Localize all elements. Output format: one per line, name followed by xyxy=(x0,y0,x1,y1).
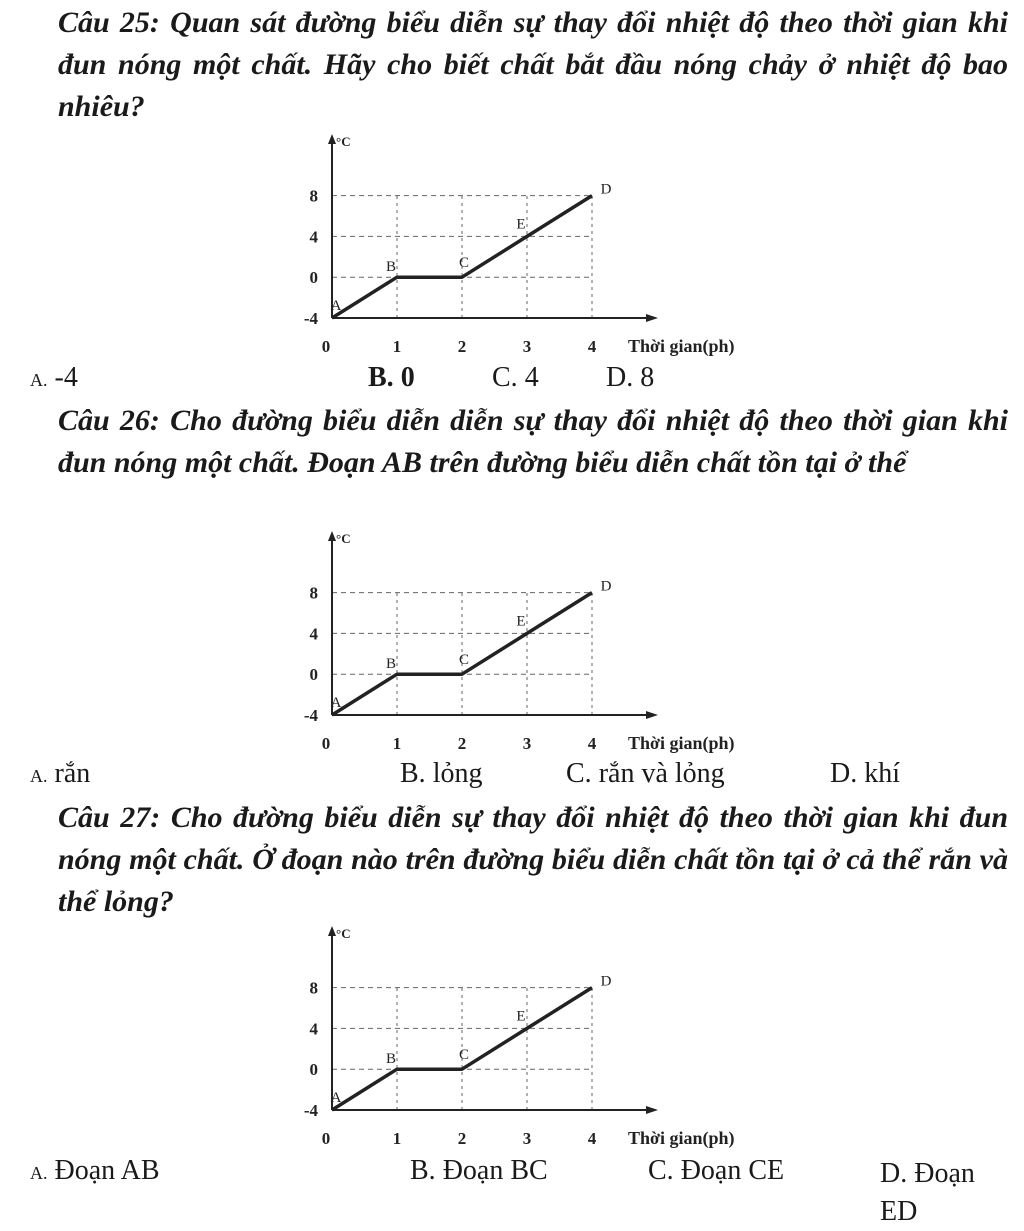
answers-26 xyxy=(0,758,1024,794)
point-label-a: A xyxy=(330,695,342,711)
y-axis-label: °C xyxy=(336,926,351,941)
y-axis-arrow-icon xyxy=(328,926,336,936)
temperature-chart-svg xyxy=(290,527,780,757)
point-label-e: E xyxy=(516,613,526,630)
question-26 xyxy=(58,400,1008,484)
question-27 xyxy=(58,797,1008,923)
y-tick-label: 0 xyxy=(309,1060,318,1080)
chart-26 xyxy=(290,527,780,757)
answer-text: Đoạn AB xyxy=(54,1155,160,1186)
answer-c[interactable] xyxy=(566,758,725,790)
answer-letter: B. xyxy=(400,758,426,789)
y-tick-label: 8 xyxy=(309,186,318,206)
y-tick-label: 4 xyxy=(309,227,318,247)
point-label-e: E xyxy=(516,216,526,233)
x-tick-label: 3 xyxy=(522,337,532,356)
point-label-c: C xyxy=(458,652,470,669)
x-tick-label: 0 xyxy=(321,337,331,356)
x-tick-label: 4 xyxy=(587,337,597,356)
answer-letter: C. xyxy=(492,362,518,393)
question-25 xyxy=(58,2,1008,128)
answer-c[interactable] xyxy=(648,1155,784,1187)
answer-b[interactable] xyxy=(368,362,415,394)
y-axis-arrow-icon xyxy=(328,134,336,144)
question-label: Câu 27: xyxy=(58,801,161,834)
point-label-a: A xyxy=(330,1090,342,1106)
point-label-a: A xyxy=(330,298,342,314)
x-axis-label: Thời gian(ph) xyxy=(628,336,735,356)
answer-text: Đoạn ED xyxy=(880,1158,975,1227)
x-tick-label: 0 xyxy=(321,734,331,753)
x-axis-label: Thời gian(ph) xyxy=(628,1128,735,1148)
y-tick-label: -4 xyxy=(303,309,318,328)
answer-d[interactable] xyxy=(830,758,900,790)
answer-text: rắn xyxy=(54,758,91,789)
point-label-b: B xyxy=(385,656,397,673)
y-tick-label: 0 xyxy=(309,665,318,685)
answers-25 xyxy=(0,362,1024,398)
y-tick-label: 8 xyxy=(309,583,318,603)
x-tick-label: 1 xyxy=(392,734,402,753)
x-tick-label: 3 xyxy=(522,734,532,753)
answer-text: Đoạn CE xyxy=(680,1155,785,1186)
answer-letter: A. xyxy=(30,766,48,786)
x-axis-arrow-icon xyxy=(646,711,658,719)
answer-letter: B. xyxy=(368,362,394,393)
x-tick-label: 0 xyxy=(321,1129,331,1148)
question-text: Cho đường biểu diễn sự thay đổi nhiệt độ theo thời gian khi đun nóng một chất. Ở đoạn nào trên đường biểu diễn chất tồn tại ở cả thể rắn và thể lỏng? xyxy=(58,801,1009,918)
answer-text: lỏng xyxy=(432,758,483,789)
answer-letter: C. xyxy=(566,758,592,789)
answer-text: khí xyxy=(864,758,901,789)
point-label-e: E xyxy=(516,1008,526,1025)
answer-c[interactable] xyxy=(492,362,539,394)
x-tick-label: 3 xyxy=(522,1129,532,1148)
y-tick-label: 0 xyxy=(309,268,318,288)
answer-a[interactable] xyxy=(30,758,90,790)
answer-text: 4 xyxy=(524,362,539,393)
y-tick-label: -4 xyxy=(303,1101,318,1120)
answer-letter: D. xyxy=(830,758,858,789)
x-tick-label: 2 xyxy=(457,734,467,753)
x-tick-label: 4 xyxy=(587,734,597,753)
y-tick-label: 4 xyxy=(309,624,318,644)
answer-b[interactable] xyxy=(400,758,482,790)
x-axis-label: Thời gian(ph) xyxy=(628,733,735,753)
question-text: Quan sát đường biểu diễn sự thay đổi nhiệt độ theo thời gian khi đun nóng một chất. Hãy cho biết chất bắt đầu nóng chảy ở nhiệt độ bao nhiêu? xyxy=(58,6,1009,123)
answer-d[interactable] xyxy=(606,362,654,394)
question-label: Câu 25: xyxy=(58,6,160,39)
point-label-d: D xyxy=(600,578,612,595)
y-axis-label: °C xyxy=(336,134,351,149)
answer-d[interactable] xyxy=(880,1155,1016,1231)
chart-27 xyxy=(290,922,780,1152)
question-text: Cho đường biểu diễn diễn sự thay đổi nhiệt độ theo thời gian khi đun nóng một chất. Đoạn AB trên đường biểu diễn chất tồn tại ở thể xyxy=(58,404,1009,479)
x-tick-label: 1 xyxy=(392,337,402,356)
point-label-c: C xyxy=(458,1047,470,1064)
y-tick-label: -4 xyxy=(303,706,318,725)
temperature-chart-svg xyxy=(290,922,780,1152)
answer-letter: A. xyxy=(30,370,48,390)
answer-a[interactable] xyxy=(30,362,78,394)
x-tick-label: 1 xyxy=(392,1129,402,1148)
answer-text: -4 xyxy=(54,362,78,393)
point-label-c: C xyxy=(458,255,470,272)
point-label-d: D xyxy=(600,973,612,990)
x-tick-label: 2 xyxy=(457,337,467,356)
answer-a[interactable] xyxy=(30,1155,160,1187)
chart-25 xyxy=(290,130,780,360)
answer-text: Đoạn BC xyxy=(442,1155,548,1186)
answer-text: 8 xyxy=(640,362,655,393)
x-tick-label: 2 xyxy=(457,1129,467,1148)
answers-27 xyxy=(0,1155,1024,1227)
x-tick-label: 4 xyxy=(587,1129,597,1148)
answer-letter: A. xyxy=(30,1163,48,1183)
point-label-d: D xyxy=(600,181,612,198)
answer-b[interactable] xyxy=(410,1155,548,1187)
x-axis-arrow-icon xyxy=(646,314,658,322)
answer-letter: C. xyxy=(648,1155,674,1186)
answer-text: rắn và lỏng xyxy=(598,758,725,789)
question-label: Câu 26: xyxy=(58,404,160,437)
answer-letter: D. xyxy=(880,1158,908,1189)
point-label-b: B xyxy=(385,259,397,276)
point-label-b: B xyxy=(385,1051,397,1068)
answer-letter: D. xyxy=(606,362,634,393)
y-axis-arrow-icon xyxy=(328,531,336,541)
answer-letter: B. xyxy=(410,1155,436,1186)
y-tick-label: 4 xyxy=(309,1019,318,1039)
x-axis-arrow-icon xyxy=(646,1106,658,1114)
y-axis-label: °C xyxy=(336,531,351,546)
y-tick-label: 8 xyxy=(309,978,318,998)
answer-text: 0 xyxy=(400,362,415,393)
temperature-chart-svg xyxy=(290,130,780,360)
